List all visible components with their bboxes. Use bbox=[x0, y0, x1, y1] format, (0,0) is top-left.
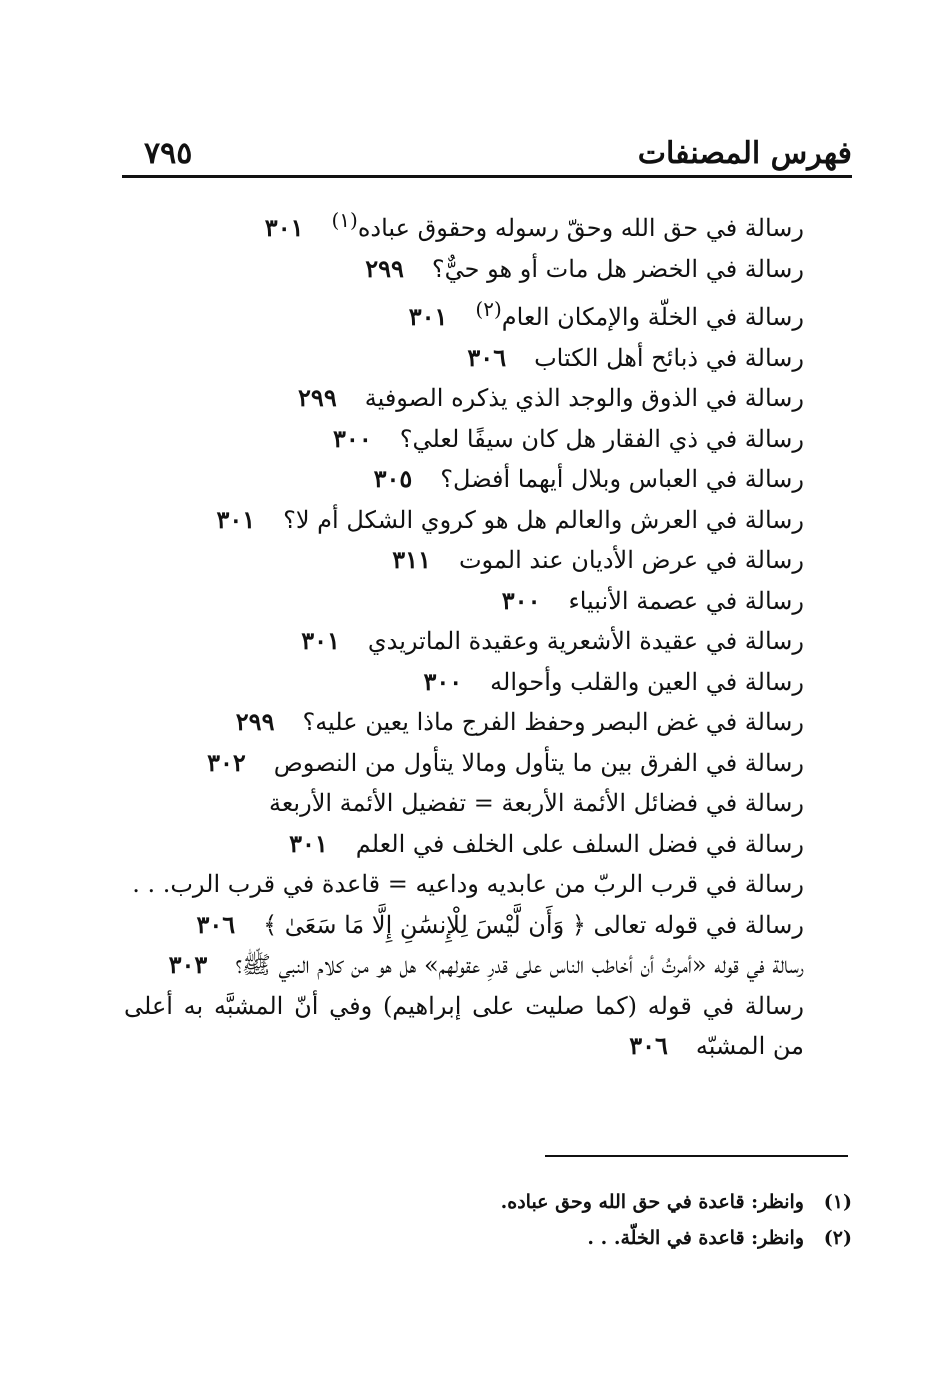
index-entry bbox=[124, 419, 804, 460]
entry-page-number: ٣٠٢ bbox=[207, 747, 246, 777]
entry-title: رسالة في الخضر هل مات أو هو حيٌّ؟ bbox=[431, 254, 804, 283]
entry-title: رسالة في العباس وبلال أيهما أفضل؟ bbox=[440, 465, 804, 493]
index-entry bbox=[124, 621, 804, 662]
entry-page-number: ٣٠٠ bbox=[333, 423, 372, 453]
entry-page-number: ٢٩٩ bbox=[235, 707, 275, 736]
index-entry bbox=[124, 378, 804, 419]
entry-title: رسالة في قوله «أمرتُ أن أخاطب الناس على قدرِ عقولهم» هل هو من كلام النبي ﷺ؟ bbox=[235, 951, 804, 979]
entry-title: رسالة في فضل السلف على الخلف في العلم bbox=[355, 829, 804, 858]
entry-title: رسالة في قوله (كما صليت على إبراهيم) وفي أنّ المشبَّه به أعلى من المشبّه bbox=[124, 991, 804, 1060]
index-entry bbox=[124, 338, 804, 379]
footnotes bbox=[132, 1184, 852, 1256]
index-entry bbox=[124, 249, 804, 290]
index-entry bbox=[124, 986, 804, 1067]
entry-page-number: ٣٠٦ bbox=[467, 342, 507, 372]
entry-title: رسالة في عقيدة الأشعرية وعقيدة الماتريدي bbox=[367, 627, 804, 655]
entry-title: رسالة في ذبائح أهل الكتاب bbox=[534, 343, 804, 372]
entry-page-number: ٢٩٩ bbox=[298, 383, 337, 412]
index-entry-list bbox=[124, 200, 804, 1067]
entry-page-number: ٣٠٣ bbox=[168, 950, 208, 979]
entry-page-number: ٣٠١ bbox=[264, 213, 304, 242]
entry-page-number: ٣٠١ bbox=[216, 504, 256, 534]
entry-title: رسالة في العين والقلب وأحواله bbox=[490, 667, 804, 696]
entry-title: رسالة في قرب الربّ من عابديه وداعيه = قاعدة في قرب الرب. . . bbox=[132, 870, 804, 898]
footnote bbox=[132, 1184, 852, 1220]
footnote-marker: (٢) bbox=[475, 297, 502, 321]
entry-title: رسالة في الفرق بين ما يتأول ومالا يتأول من النصوص bbox=[273, 748, 804, 777]
entry-title: رسالة في عصمة الأنبياء bbox=[568, 586, 804, 615]
entry-page-number: ٣٠٠ bbox=[423, 666, 463, 696]
running-title: فهرس المصنفات bbox=[637, 136, 852, 171]
index-entry bbox=[124, 500, 804, 541]
entry-page-number: ٣٠٠ bbox=[501, 585, 541, 615]
entry-title: رسالة في الخلّة والإمكان العام bbox=[501, 303, 804, 331]
footnote-marker: (١) bbox=[331, 208, 358, 232]
footnote-text: وانظر: قاعدة في الخلّة. . . bbox=[587, 1227, 804, 1249]
index-entry bbox=[124, 945, 804, 986]
footnote-text: وانظر: قاعدة في حق الله وحق عباده. bbox=[500, 1191, 804, 1213]
index-entry bbox=[124, 581, 804, 622]
index-entry bbox=[124, 783, 804, 824]
entry-page-number: ٣٠٦ bbox=[196, 909, 236, 939]
entry-title: رسالة في الذوق والوجد الذي يذكره الصوفية bbox=[364, 384, 804, 412]
page-number: ٧٩٥ bbox=[144, 136, 193, 171]
index-entry bbox=[124, 905, 804, 946]
index-entry bbox=[124, 459, 804, 500]
entry-title: رسالة في حق الله وحقّ رسوله وحقوق عباده bbox=[357, 214, 804, 242]
entry-page-number: ٣٠١ bbox=[289, 828, 328, 858]
footnote bbox=[132, 1220, 852, 1256]
entry-title: رسالة في العرش والعالم هل هو كروي الشكل أم لا؟ bbox=[283, 505, 804, 534]
entry-title: رسالة في غض البصر وحفظ الفرج ماذا يعين عليه؟ bbox=[302, 708, 804, 736]
index-entry bbox=[124, 702, 804, 743]
index-entry bbox=[124, 540, 804, 581]
entry-title: رسالة في ذي الفقار هل كان سيفًا لعلي؟ bbox=[399, 424, 804, 453]
index-entry bbox=[124, 662, 804, 703]
page-header bbox=[122, 130, 852, 174]
entry-page-number: ٣٠٦ bbox=[629, 1031, 668, 1060]
index-entry bbox=[124, 824, 804, 865]
header-divider bbox=[122, 175, 852, 178]
footnote-number: (٢) bbox=[823, 1227, 852, 1249]
entry-page-number: ٢٩٩ bbox=[365, 253, 404, 283]
index-entry bbox=[124, 289, 804, 338]
entry-title: رسالة في فضائل الأئمة الأربعة = تفضيل الأئمة الأربعة bbox=[268, 789, 804, 817]
entry-page-number: ٣١١ bbox=[392, 545, 431, 574]
entry-page-number: ٣٠١ bbox=[408, 302, 448, 331]
entry-title: رسالة في عرض الأديان عند الموت bbox=[458, 546, 804, 574]
entry-title: رسالة في قوله تعالى ﴿ وَأَن لَّيْسَ لِلْإِنسَٰنِ إِلَّا مَا سَعَىٰ ﴾ bbox=[263, 910, 804, 939]
index-entry bbox=[124, 743, 804, 784]
entry-page-number: ٣٠٥ bbox=[373, 464, 413, 493]
index-entry bbox=[124, 864, 804, 905]
index-entry bbox=[124, 200, 804, 249]
footnote-divider bbox=[545, 1155, 848, 1157]
footnote-number: (١) bbox=[823, 1191, 852, 1213]
entry-page-number: ٣٠١ bbox=[301, 626, 340, 655]
